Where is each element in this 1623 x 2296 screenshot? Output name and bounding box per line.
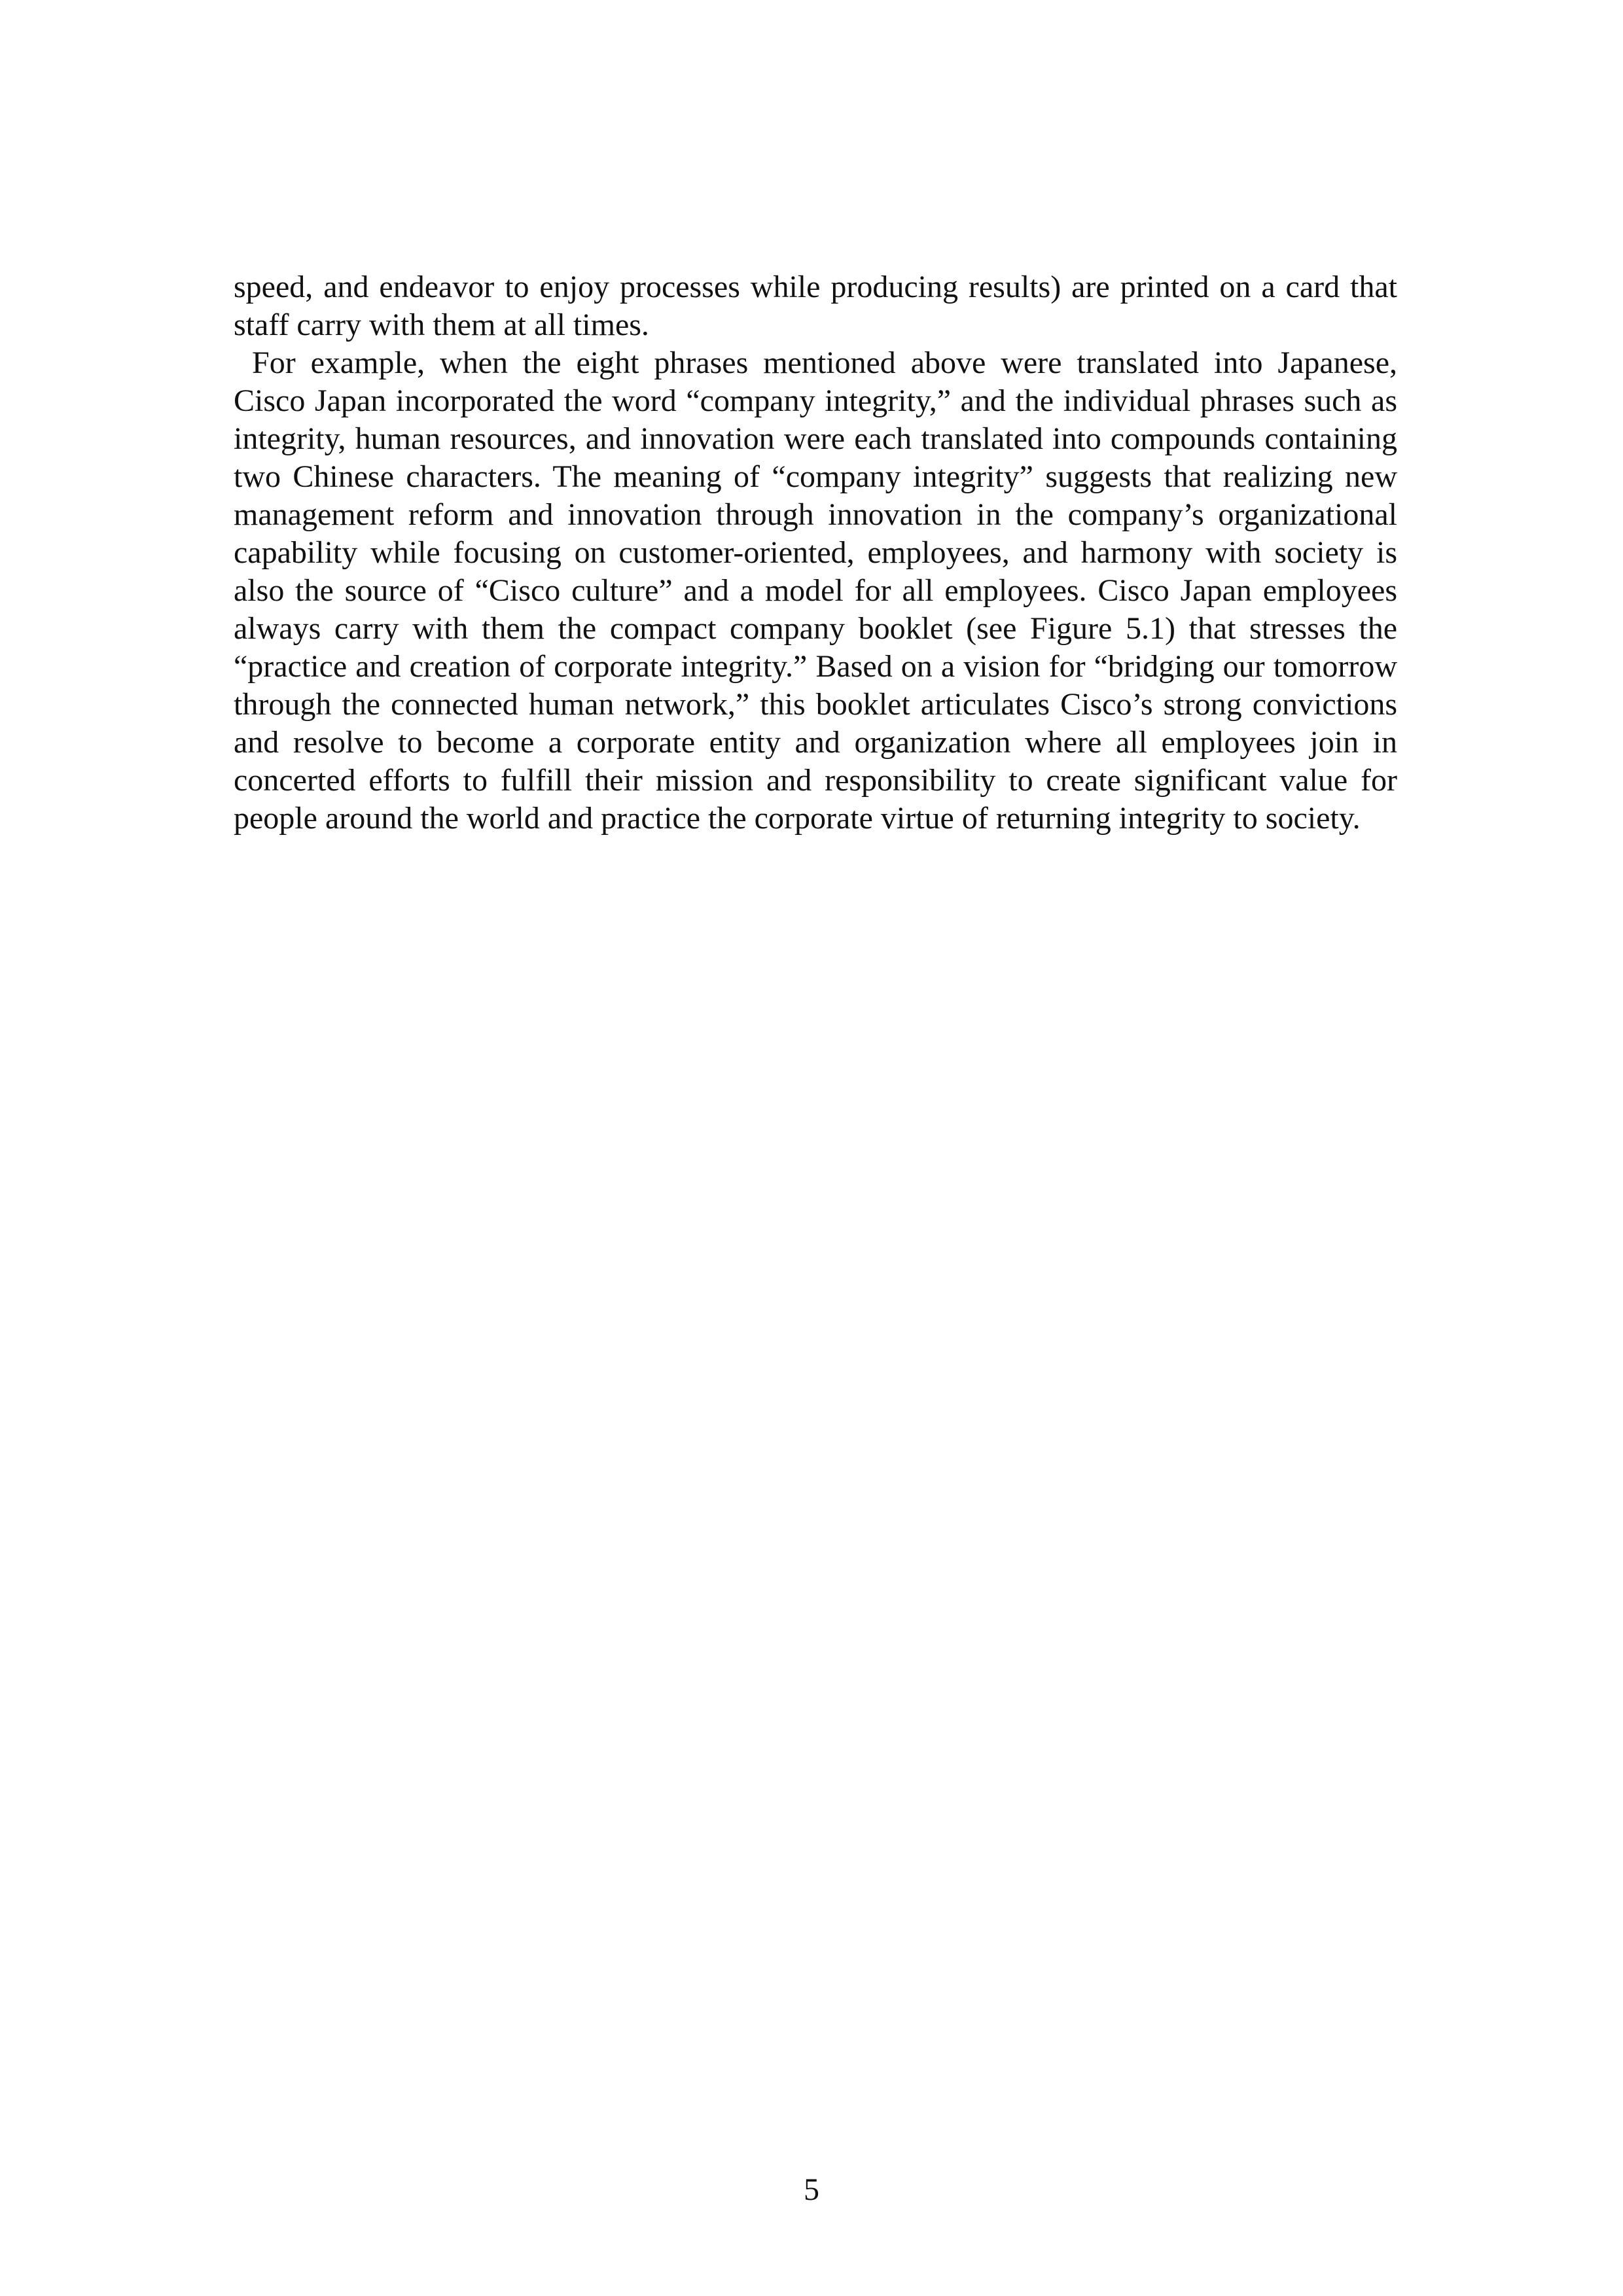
body-text xyxy=(234,268,1397,838)
paragraph-cisco-japan-integrity: For example, when the eight phrases mentioned above were translated into Japanese, Cisco Japan incorporated the word “company integrity,” and the individual phrases such as integrity, human resources, and innovation were each translated into compounds containing two Chinese characters. The meaning of “company integrity” suggests that realizing new management reform and innovation through innovation in the company’s organizational capability while focusing on customer-oriented, employees, and harmony with society is also the source of “Cisco culture” and a model for all employees. Cisco Japan employees always carry with them the compact company booklet (see Figure 5.1) that stresses the “practice and creation of corporate integrity.” Based on a vision for “bridging our tomorrow through the connected human network,” this booklet articulates Cisco’s strong convictions and resolve to become a corporate entity and organization where all employees join in concerted efforts to fulfill their mission and responsibility to create significant value for people around the world and practice the corporate virtue of returning integrity to society. xyxy=(234,345,1397,836)
paragraph-continuation: speed, and endeavor to enjoy processes while producing results) are printed on a card that staff carry with them at all times. xyxy=(234,270,1397,342)
page-number: 5 xyxy=(804,2172,819,2207)
